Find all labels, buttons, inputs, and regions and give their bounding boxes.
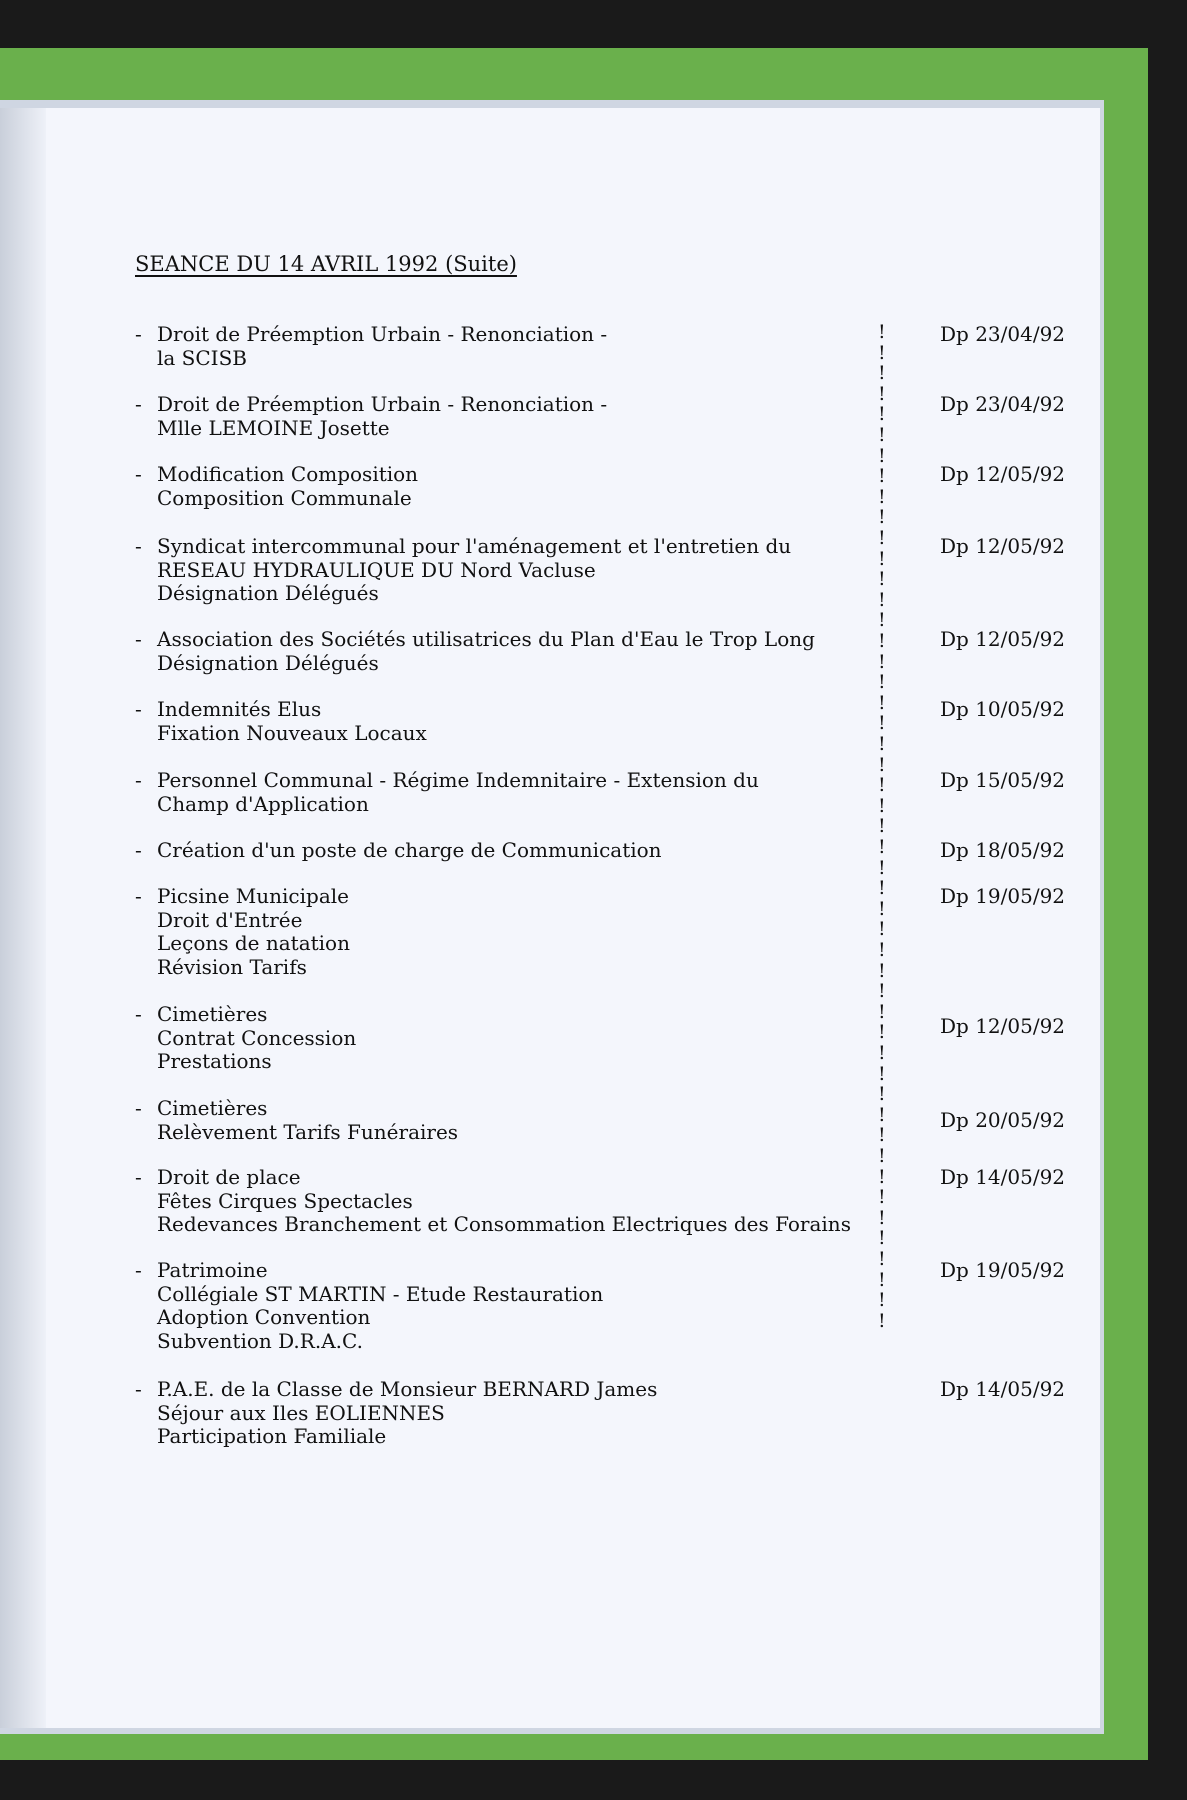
separator-mark: ! <box>878 465 886 488</box>
item-lines <box>157 1166 851 1237</box>
separator-mark: ! <box>878 1268 886 1291</box>
separator-mark: ! <box>878 424 886 446</box>
separator-mark: ! <box>878 609 886 632</box>
item-lines <box>157 698 427 745</box>
separator-mark: ! <box>878 1165 886 1188</box>
separator-mark: ! <box>878 836 886 858</box>
item-line: Cimetières <box>157 1002 268 1026</box>
separator-mark: ! <box>878 1248 886 1270</box>
separator-mark: ! <box>878 1083 886 1106</box>
item-line: la SCISB <box>157 345 247 370</box>
item-line: Picsine Municipale <box>157 884 349 908</box>
item-line: P.A.E. de la Classe de Monsieur BERNARD James <box>157 1377 658 1401</box>
separator-mark: ! <box>878 1021 886 1044</box>
separator-mark: ! <box>878 1124 886 1147</box>
separator-mark: ! <box>878 939 886 961</box>
separator-mark: ! <box>878 321 886 343</box>
separator-mark: ! <box>878 1145 886 1167</box>
separator-mark: ! <box>878 980 886 1003</box>
separator-mark: ! <box>878 897 886 920</box>
item-line: Droit de Préemption Urbain - Renonciation - <box>157 322 608 346</box>
item-line: Participation Familiale <box>157 1424 387 1448</box>
item-line: Relèvement Tarifs Funéraires <box>157 1119 459 1144</box>
item-lines <box>157 885 350 979</box>
item-line: Séjour aux Iles EOLIENNES <box>157 1400 445 1425</box>
item-date: Dp 23/04/92 <box>940 322 1066 346</box>
session-title: SEANCE DU 14 AVRIL 1992 (Suite) <box>135 252 517 276</box>
separator-mark: ! <box>878 959 886 982</box>
item-line: Droit de place <box>157 1165 301 1189</box>
item-line: Droit de Préemption Urbain - Renonciation - <box>157 392 608 416</box>
separator-mark: ! <box>878 1186 886 1209</box>
item-line: Mlle LEMOINE Josette <box>157 415 390 440</box>
item-lines <box>157 1259 603 1353</box>
separator-mark: ! <box>878 918 886 941</box>
item-dash: - <box>135 697 142 721</box>
item-date: Dp 19/05/92 <box>940 884 1066 908</box>
item-line: Fixation Nouveaux Locaux <box>157 720 427 745</box>
item-dash: - <box>135 392 142 416</box>
item-line: Redevances Branchement et Consommation Electriques des Forains <box>157 1212 851 1236</box>
item-line: Révision Tarifs <box>157 954 307 979</box>
item-date: Dp 23/04/92 <box>940 392 1066 416</box>
item-date: Dp 12/05/92 <box>940 627 1066 651</box>
item-line: Leçons de natation <box>157 931 350 955</box>
separator-mark: ! <box>878 382 886 405</box>
separator-mark: ! <box>878 650 886 673</box>
separator-mark: ! <box>878 1309 886 1332</box>
item-line: Champ d'Application <box>157 791 369 816</box>
separator-mark: ! <box>878 403 886 426</box>
separator-mark: ! <box>878 341 886 364</box>
item-lines <box>157 1097 458 1144</box>
item-line: Fêtes Cirques Spectacles <box>157 1188 413 1213</box>
item-dash: - <box>135 1377 142 1401</box>
item-dash: - <box>135 627 142 651</box>
item-lines <box>157 839 662 863</box>
item-lines <box>157 769 759 816</box>
separator-mark: ! <box>878 1103 886 1126</box>
item-dash: - <box>135 1165 142 1189</box>
item-date: Dp 12/05/92 <box>940 534 1066 558</box>
separator-mark: ! <box>878 753 886 776</box>
item-date: Dp 10/05/92 <box>940 697 1066 721</box>
item-line: Contrat Concession <box>157 1025 357 1050</box>
item-date: Dp 12/05/92 <box>940 462 1066 486</box>
separator-mark: ! <box>878 485 886 508</box>
separator-mark: ! <box>878 1062 886 1085</box>
separator-mark: ! <box>878 877 886 900</box>
item-date: Dp 15/05/92 <box>940 768 1066 792</box>
separator-mark: ! <box>878 444 886 467</box>
item-date: Dp 18/05/92 <box>940 838 1066 862</box>
item-line: Désignation Délégués <box>157 650 379 675</box>
separator-mark: ! <box>878 568 886 591</box>
item-line: Adoption Convention <box>157 1305 371 1329</box>
separator-mark: ! <box>878 712 886 735</box>
item-date: Dp 19/05/92 <box>940 1258 1066 1282</box>
item-lines <box>157 323 607 370</box>
item-line: RESEAU HYDRAULIQUE DU Nord Vacluse <box>157 557 596 582</box>
item-lines <box>157 1003 356 1074</box>
item-dash: - <box>135 1002 142 1026</box>
separator-mark: ! <box>878 1289 886 1312</box>
item-line: Subvention D.R.A.C. <box>157 1328 363 1353</box>
item-dash: - <box>135 1258 142 1282</box>
item-line: Composition Communale <box>157 485 412 510</box>
item-line: Syndicat intercommunal pour l'aménagement et l'entretien du <box>157 534 792 558</box>
separator-mark: ! <box>878 1042 886 1064</box>
item-lines <box>157 463 418 510</box>
item-line: Désignation Délégués <box>157 581 379 605</box>
item-date: Dp 20/05/92 <box>940 1108 1066 1132</box>
separator-mark: ! <box>878 671 886 694</box>
item-line: Cimetières <box>157 1096 268 1120</box>
item-line: Collégiale ST MARTIN - Etude Restauration <box>157 1281 604 1306</box>
item-dash: - <box>135 462 142 486</box>
separator-mark: ! <box>878 362 886 385</box>
item-dash: - <box>135 534 142 558</box>
item-line: Prestations <box>157 1049 272 1073</box>
separator-mark: ! <box>878 547 886 570</box>
separator-mark: ! <box>878 630 886 652</box>
separator-mark: ! <box>878 1227 886 1250</box>
item-line: Association des Sociétés utilisatrices du Plan d'Eau le Trop Long <box>157 627 815 651</box>
item-line: Droit d'Entrée <box>157 907 303 932</box>
item-dash: - <box>135 884 142 908</box>
separator-mark: ! <box>878 794 886 817</box>
separator-mark: ! <box>878 774 886 797</box>
item-dash: - <box>135 838 142 862</box>
separator-mark: ! <box>878 1206 886 1229</box>
item-line: Patrimoine <box>157 1258 268 1282</box>
item-line: Modification Composition <box>157 462 419 486</box>
left-page-fold <box>0 108 46 1728</box>
item-lines <box>157 1378 657 1449</box>
item-line: Personnel Communal - Régime Indemnitaire - Extension du <box>157 768 759 792</box>
item-date: Dp 12/05/92 <box>940 1014 1066 1038</box>
item-dash: - <box>135 322 142 346</box>
item-dash: - <box>135 768 142 792</box>
separator-mark: ! <box>878 815 886 838</box>
item-line: Création d'un poste de charge de Communication <box>157 838 662 862</box>
separator-mark: ! <box>878 733 886 755</box>
item-lines <box>157 393 607 440</box>
separator-mark: ! <box>878 588 886 611</box>
item-lines <box>157 628 815 675</box>
item-dash: - <box>135 1096 142 1120</box>
item-date: Dp 14/05/92 <box>940 1377 1066 1401</box>
separator-mark: ! <box>878 1000 886 1023</box>
separator-mark: ! <box>878 527 886 549</box>
separator-mark: ! <box>878 506 886 529</box>
item-line: Indemnités Elus <box>157 697 322 721</box>
item-lines <box>157 535 791 606</box>
separator-mark: ! <box>878 856 886 879</box>
item-date: Dp 14/05/92 <box>940 1165 1066 1189</box>
separator-mark: ! <box>878 691 886 714</box>
